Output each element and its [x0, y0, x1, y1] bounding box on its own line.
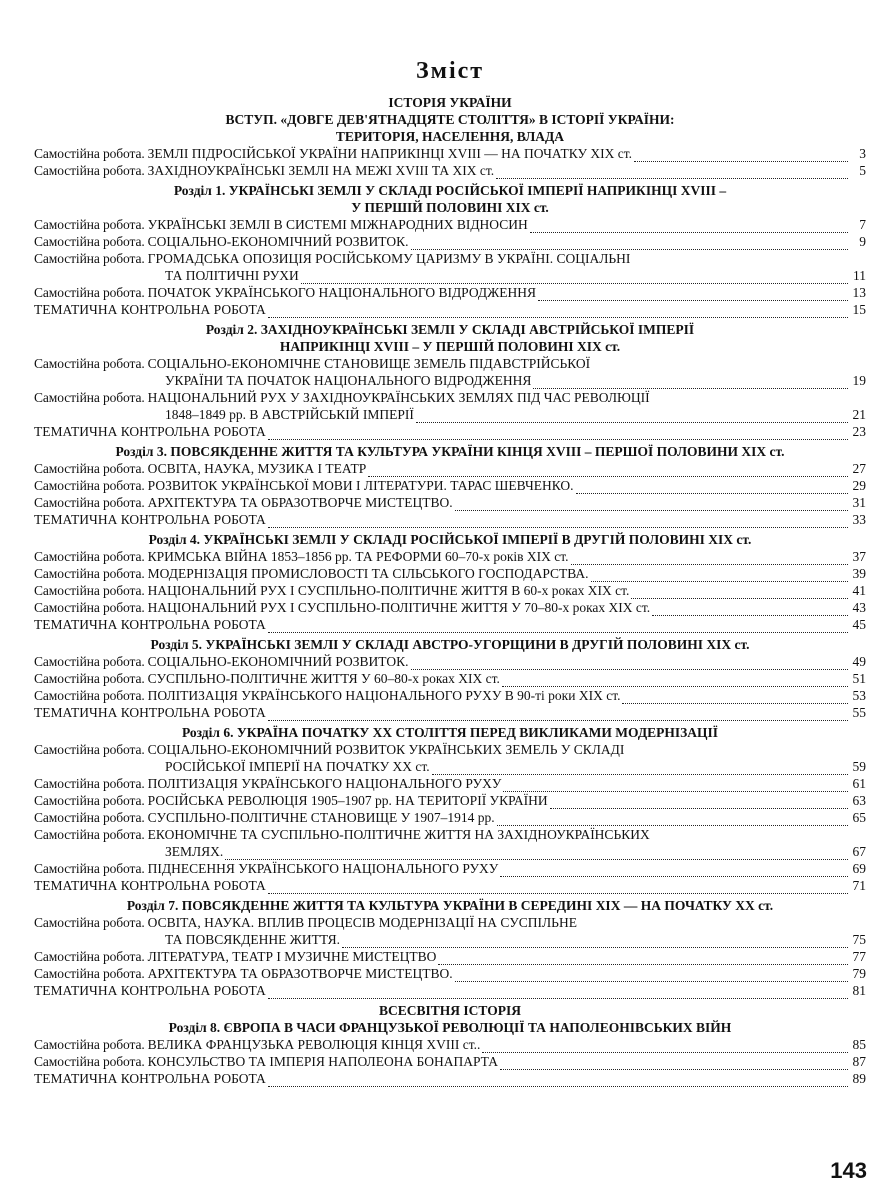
entry-title: ПІДНЕСЕННЯ УКРАЇНСЬКОГО НАЦІОНАЛЬНОГО РУХУ	[147, 861, 499, 876]
toc-entry	[34, 616, 866, 633]
section-heading: Розділ 6. УКРАЇНА ПОЧАТКУ XX СТОЛІТТЯ ПЕРЕД ВИКЛИКАМИ МОДЕРНІЗАЦІЇ	[181, 725, 719, 740]
entry-title: ВЕЛИКА ФРАНЦУЗЬКА РЕВОЛЮЦІЯ КІНЦЯ XVIII ст..	[147, 1037, 481, 1052]
dot-leader	[268, 986, 848, 999]
entry-title: ЕКОНОМІЧНЕ ТА СУСПІЛЬНО-ПОЛІТИЧНЕ ЖИТТЯ НА ЗАХІДНОУКРАЇНСЬКИХ	[147, 827, 650, 842]
dot-leader	[482, 1040, 848, 1053]
toc-entry	[34, 1036, 866, 1053]
entry-title: ПОЛІТИЗАЦІЯ УКРАЇНСЬКОГО НАЦІОНАЛЬНОГО РУХУ	[147, 776, 502, 791]
entry-page-number: 15	[852, 302, 866, 317]
entry-title: ЗАХІДНОУКРАЇНСЬКІ ЗЕМЛІ НА МЕЖІ XVIII ТА XIX ст.	[147, 163, 495, 178]
dot-leader	[530, 220, 848, 233]
entry-title: ТЕМАТИЧНА КОНТРОЛЬНА РОБОТА	[34, 878, 266, 893]
entry-page-number: 23	[852, 424, 866, 439]
entry-page-number: 69	[852, 861, 866, 876]
toc-entry	[34, 775, 866, 792]
entry-title: КРИМСЬКА ВІЙНА 1853–1856 рр. ТА РЕФОРМИ 60–70-х років XIX ст.	[147, 549, 569, 564]
toc-entry	[34, 355, 866, 389]
entry-prefix: Самостійна робота.	[34, 776, 145, 791]
toc-entry	[34, 704, 866, 721]
entry-title-continued: УКРАЇНИ ТА ПОЧАТОК НАЦІОНАЛЬНОГО ВІДРОДЖЕННЯ	[165, 373, 532, 388]
entry-page-number: 33	[852, 512, 866, 527]
toc-entry	[34, 948, 866, 965]
entry-page-number: 79	[852, 966, 866, 981]
section-heading: У ПЕРШІЙ ПОЛОВИНІ XIX ст.	[351, 200, 549, 215]
entry-prefix: Самостійна робота.	[34, 671, 145, 686]
entry-title: КОНСУЛЬСТВО ТА ІМПЕРІЯ НАПОЛЕОНА БОНАПАРТА	[147, 1054, 498, 1069]
entry-title-continued: ТА ПОЛІТИЧНІ РУХИ	[165, 268, 299, 283]
entry-title: НАЦІОНАЛЬНИЙ РУХ І СУСПІЛЬНО-ПОЛІТИЧНЕ ЖИТТЯ В 60-х роках XIX ст.	[147, 583, 630, 598]
toc-entry	[34, 494, 866, 511]
toc-entry	[34, 653, 866, 670]
entry-page-number: 13	[852, 285, 866, 300]
dot-leader	[571, 552, 848, 565]
entry-title: ЗЕМЛІ ПІДРОСІЙСЬКОЇ УКРАЇНИ НАПРИКІНЦІ XVIII — НА ПОЧАТКУ XIX ст.	[147, 146, 633, 161]
toc-entry	[34, 670, 866, 687]
section-heading: ВСТУП. «ДОВГЕ ДЕВ'ЯТНАДЦЯТЕ СТОЛІТТЯ» В ІСТОРІЇ УКРАЇНИ:	[225, 112, 675, 127]
entry-title-continued: ЗЕМЛЯХ.	[165, 844, 224, 859]
entry-page-number: 77	[852, 949, 866, 964]
dot-leader	[496, 166, 848, 179]
entry-page-number: 75	[852, 932, 866, 947]
entry-prefix: Самостійна робота.	[34, 566, 145, 581]
toc-entry	[34, 145, 866, 162]
part-world-history	[34, 1002, 866, 1087]
entry-prefix: Самостійна робота.	[34, 461, 145, 476]
entry-prefix: Самостійна робота.	[34, 861, 145, 876]
dot-leader	[416, 410, 848, 423]
dot-leader	[368, 464, 848, 477]
entry-title-continued: 1848–1849 рр. В АВСТРІЙСЬКІЙ ІМПЕРІЇ	[165, 407, 414, 422]
toc-entry	[34, 792, 866, 809]
entry-title: УКРАЇНСЬКІ ЗЕМЛІ В СИСТЕМІ МІЖНАРОДНИХ ВІДНОСИН	[147, 217, 528, 232]
section-heading: Розділ 7. ПОВСЯКДЕННЕ ЖИТТЯ ТА КУЛЬТУРА УКРАЇНИ В СЕРЕДИНІ XIX — НА ПОЧАТКУ XX ст.	[126, 898, 774, 913]
dot-leader	[622, 691, 848, 704]
entry-page-number: 11	[853, 268, 866, 283]
entry-page-number: 53	[852, 688, 866, 703]
entry-title: ГРОМАДСЬКА ОПОЗИЦІЯ РОСІЙСЬКОМУ ЦАРИЗМУ В УКРАЇНІ. СОЦІАЛЬНІ	[147, 251, 631, 266]
entry-title: ТЕМАТИЧНА КОНТРОЛЬНА РОБОТА	[34, 424, 266, 439]
dot-leader	[634, 149, 848, 162]
toc-entry	[34, 511, 866, 528]
section-heading: Розділ 5. УКРАЇНСЬКІ ЗЕМЛІ У СКЛАДІ АВСТРО-УГОРЩИНИ В ДРУГІЙ ПОЛОВИНІ XIX ст.	[150, 637, 750, 652]
dot-leader	[533, 376, 848, 389]
toc-entry	[34, 233, 866, 250]
entry-page-number: 63	[852, 793, 866, 808]
dot-leader	[455, 498, 848, 511]
entry-title-continued: ТА ПОВСЯКДЕННЕ ЖИТТЯ.	[165, 932, 340, 947]
page-number: 143	[830, 1158, 867, 1183]
toc-entry	[34, 965, 866, 982]
toc-entry	[34, 860, 866, 877]
toc-entry	[34, 741, 866, 775]
section-heading: Розділ 8. ЄВРОПА В ЧАСИ ФРАНЦУЗЬКОЇ РЕВОЛЮЦІЇ ТА НАПОЛЕОНІВСЬКИХ ВІЙН	[168, 1020, 732, 1035]
toc-entry	[34, 1070, 866, 1087]
section-1	[34, 182, 866, 318]
part-heading-ukraine: ІСТОРІЯ УКРАЇНИ	[388, 95, 512, 110]
dot-leader	[502, 674, 848, 687]
toc-entry	[34, 982, 866, 999]
entry-title: ТЕМАТИЧНА КОНТРОЛЬНА РОБОТА	[34, 617, 266, 632]
entry-prefix: Самостійна робота.	[34, 654, 145, 669]
section-7	[34, 897, 866, 999]
entry-prefix: Самостійна робота.	[34, 217, 145, 232]
toc-entry	[34, 565, 866, 582]
dot-leader	[268, 1074, 848, 1087]
entry-page-number: 67	[852, 844, 866, 859]
entry-page-number: 39	[852, 566, 866, 581]
toc-entry	[34, 914, 866, 948]
dot-leader	[591, 569, 848, 582]
toc-entry	[34, 548, 866, 565]
dot-leader	[538, 288, 848, 301]
entry-prefix: Самостійна робота.	[34, 549, 145, 564]
entry-page-number: 87	[852, 1054, 866, 1069]
entry-page-number: 9	[859, 234, 866, 249]
entry-page-number: 81	[852, 983, 866, 998]
entry-title: ТЕМАТИЧНА КОНТРОЛЬНА РОБОТА	[34, 302, 266, 317]
entry-page-number: 45	[852, 617, 866, 632]
entry-prefix: Самостійна робота.	[34, 600, 145, 615]
entry-prefix: Самостійна робота.	[34, 163, 145, 178]
entry-title: ПОЛІТИЗАЦІЯ УКРАЇНСЬКОГО НАЦІОНАЛЬНОГО РУХУ В 90-ті роки XIX ст.	[147, 688, 621, 703]
entry-title: ТЕМАТИЧНА КОНТРОЛЬНА РОБОТА	[34, 983, 266, 998]
toc-entry	[34, 1053, 866, 1070]
dot-leader	[268, 305, 848, 318]
entry-prefix: Самостійна робота.	[34, 1037, 145, 1052]
section-heading: Розділ 3. ПОВСЯКДЕННЕ ЖИТТЯ ТА КУЛЬТУРА УКРАЇНИ КІНЦЯ XVIII – ПЕРШОЇ ПОЛОВИНИ XIX ст.	[115, 444, 785, 459]
toc-entry	[34, 301, 866, 318]
entry-prefix: Самостійна робота.	[34, 742, 145, 757]
entry-title: СОЦІАЛЬНО-ЕКОНОМІЧНЕ СТАНОВИЩЕ ЗЕМЕЛЬ ПІДАВСТРІЙСЬКОЇ	[147, 356, 591, 371]
section-intro	[34, 111, 866, 179]
entry-title: НАЦІОНАЛЬНИЙ РУХ І СУСПІЛЬНО-ПОЛІТИЧНЕ ЖИТТЯ У 70–80-х роках XIX ст.	[147, 600, 651, 615]
entry-title: СУСПІЛЬНО-ПОЛІТИЧНЕ ЖИТТЯ У 60–80-х роках XIX ст.	[147, 671, 500, 686]
dot-leader	[455, 969, 848, 982]
toc-entry	[34, 809, 866, 826]
dot-leader	[268, 881, 848, 894]
toc-entry	[34, 162, 866, 179]
entry-title-continued: РОСІЙСЬКОЇ ІМПЕРІЇ НА ПОЧАТКУ XX ст.	[165, 759, 430, 774]
entry-page-number: 31	[852, 495, 866, 510]
entry-prefix: Самостійна робота.	[34, 966, 145, 981]
entry-prefix: Самостійна робота.	[34, 583, 145, 598]
entry-page-number: 3	[859, 146, 866, 161]
entry-title: АРХІТЕКТУРА ТА ОБРАЗОТВОРЧЕ МИСТЕЦТВО.	[147, 966, 453, 981]
entry-title: ТЕМАТИЧНА КОНТРОЛЬНА РОБОТА	[34, 512, 266, 527]
entry-title: СОЦІАЛЬНО-ЕКОНОМІЧНИЙ РОЗВИТОК.	[147, 234, 409, 249]
dot-leader	[301, 271, 848, 284]
toc-entry	[34, 582, 866, 599]
entry-page-number: 37	[852, 549, 866, 564]
part-heading-world: ВСЕСВІТНЯ ІСТОРІЯ	[379, 1003, 521, 1018]
entry-title: ТЕМАТИЧНА КОНТРОЛЬНА РОБОТА	[34, 705, 266, 720]
entry-prefix: Самостійна робота.	[34, 688, 145, 703]
entry-title: ОСВІТА, НАУКА. ВПЛИВ ПРОЦЕСІВ МОДЕРНІЗАЦІЇ НА СУСПІЛЬНЕ	[147, 915, 577, 930]
toc-entry	[34, 687, 866, 704]
dot-leader	[631, 586, 848, 599]
entry-prefix: Самостійна робота.	[34, 793, 145, 808]
section-2	[34, 321, 866, 440]
entry-title: ТЕМАТИЧНА КОНТРОЛЬНА РОБОТА	[34, 1071, 266, 1086]
entry-prefix: Самостійна робота.	[34, 478, 145, 493]
dot-leader	[500, 1057, 848, 1070]
entry-page-number: 7	[859, 217, 866, 232]
toc-entry	[34, 250, 866, 284]
toc-entry	[34, 460, 866, 477]
dot-leader	[268, 708, 848, 721]
toc-entry	[34, 389, 866, 423]
toc-entry	[34, 477, 866, 494]
section-6	[34, 724, 866, 894]
dot-leader	[268, 620, 848, 633]
page-title: Зміст	[415, 58, 485, 84]
section-heading: Розділ 2. ЗАХІДНОУКРАЇНСЬКІ ЗЕМЛІ У СКЛАДІ АВСТРІЙСЬКОЇ ІМПЕРІЇ	[205, 322, 695, 337]
toc-entry	[34, 284, 866, 301]
dot-leader	[500, 864, 848, 877]
entry-page-number: 5	[859, 163, 866, 178]
dot-leader	[411, 657, 848, 670]
section-3	[34, 443, 866, 528]
entry-page-number: 85	[852, 1037, 866, 1052]
entry-prefix: Самостійна робота.	[34, 285, 145, 300]
entry-title: ПОЧАТОК УКРАЇНСЬКОГО НАЦІОНАЛЬНОГО ВІДРОДЖЕННЯ	[147, 285, 536, 300]
entry-prefix: Самостійна робота.	[34, 915, 145, 930]
entry-page-number: 89	[852, 1071, 866, 1086]
entry-page-number: 59	[852, 759, 866, 774]
entry-page-number: 55	[852, 705, 866, 720]
entry-page-number: 61	[852, 776, 866, 791]
entry-prefix: Самостійна робота.	[34, 146, 145, 161]
entry-prefix: Самостійна робота.	[34, 827, 145, 842]
section-5	[34, 636, 866, 721]
entry-title: МОДЕРНІЗАЦІЯ ПРОМИСЛОВОСТІ ТА СІЛЬСЬКОГО ГОСПОДАРСТВА.	[147, 566, 589, 581]
entry-page-number: 43	[852, 600, 866, 615]
entry-title: ОСВІТА, НАУКА, МУЗИКА І ТЕАТР	[147, 461, 367, 476]
toc-entry	[34, 877, 866, 894]
entry-title: АРХІТЕКТУРА ТА ОБРАЗОТВОРЧЕ МИСТЕЦТВО.	[147, 495, 453, 510]
entry-prefix: Самостійна робота.	[34, 949, 145, 964]
toc-entry	[34, 423, 866, 440]
section-heading: ТЕРИТОРІЯ, НАСЕЛЕННЯ, ВЛАДА	[335, 129, 565, 144]
toc-entry	[34, 826, 866, 860]
entry-title: СОЦІАЛЬНО-ЕКОНОМІЧНИЙ РОЗВИТОК УКРАЇНСЬКИХ ЗЕМЕЛЬ У СКЛАДІ	[147, 742, 625, 757]
dot-leader	[268, 515, 848, 528]
toc-entry	[34, 216, 866, 233]
entry-page-number: 41	[852, 583, 866, 598]
dot-leader	[432, 762, 848, 775]
entry-page-number: 29	[852, 478, 866, 493]
dot-leader	[497, 813, 848, 826]
entry-page-number: 65	[852, 810, 866, 825]
entry-prefix: Самостійна робота.	[34, 390, 145, 405]
section-heading: Розділ 1. УКРАЇНСЬКІ ЗЕМЛІ У СКЛАДІ РОСІЙСЬКОЇ ІМПЕРІЇ НАПРИКІНЦІ XVIII –	[173, 183, 727, 198]
entry-prefix: Самостійна робота.	[34, 1054, 145, 1069]
section-heading: НАПРИКІНЦІ XVIII – У ПЕРШІЙ ПОЛОВИНІ XIX ст.	[279, 339, 621, 354]
dot-leader	[268, 427, 848, 440]
entry-prefix: Самостійна робота.	[34, 251, 145, 266]
entry-title: СОЦІАЛЬНО-ЕКОНОМІЧНИЙ РОЗВИТОК.	[147, 654, 409, 669]
entry-title: ЛІТЕРАТУРА, ТЕАТР І МУЗИЧНЕ МИСТЕЦТВО	[147, 949, 437, 964]
dot-leader	[503, 779, 848, 792]
entry-prefix: Самостійна робота.	[34, 495, 145, 510]
table-of-contents	[34, 58, 866, 1087]
entry-title: РОСІЙСЬКА РЕВОЛЮЦІЯ 1905–1907 рр. НА ТЕРИТОРІЇ УКРАЇНИ	[147, 793, 548, 808]
entry-prefix: Самостійна робота.	[34, 356, 145, 371]
entry-title: СУСПІЛЬНО-ПОЛІТИЧНЕ СТАНОВИЩЕ У 1907–1914 рр.	[147, 810, 495, 825]
entry-page-number: 49	[852, 654, 866, 669]
dot-leader	[550, 796, 848, 809]
section-heading: Розділ 4. УКРАЇНСЬКІ ЗЕМЛІ У СКЛАДІ РОСІЙСЬКОЇ ІМПЕРІЇ В ДРУГІЙ ПОЛОВИНІ XIX ст.	[148, 532, 752, 547]
entry-page-number: 19	[852, 373, 866, 388]
toc-entry	[34, 599, 866, 616]
entry-page-number: 51	[852, 671, 866, 686]
dot-leader	[576, 481, 848, 494]
dot-leader	[652, 603, 848, 616]
dot-leader	[225, 847, 848, 860]
entry-page-number: 21	[852, 407, 866, 422]
dot-leader	[411, 237, 848, 250]
entry-title: РОЗВИТОК УКРАЇНСЬКОЇ МОВИ І ЛІТЕРАТУРИ. ТАРАС ШЕВЧЕНКО.	[147, 478, 574, 493]
dot-leader	[438, 952, 848, 965]
entry-page-number: 27	[852, 461, 866, 476]
entry-title: НАЦІОНАЛЬНИЙ РУХ У ЗАХІДНОУКРАЇНСЬКИХ ЗЕМЛЯХ ПІД ЧАС РЕВОЛЮЦІЇ	[147, 390, 650, 405]
dot-leader	[342, 935, 848, 948]
entry-prefix: Самостійна робота.	[34, 810, 145, 825]
entry-page-number: 71	[852, 878, 866, 893]
section-4	[34, 531, 866, 633]
entry-prefix: Самостійна робота.	[34, 234, 145, 249]
